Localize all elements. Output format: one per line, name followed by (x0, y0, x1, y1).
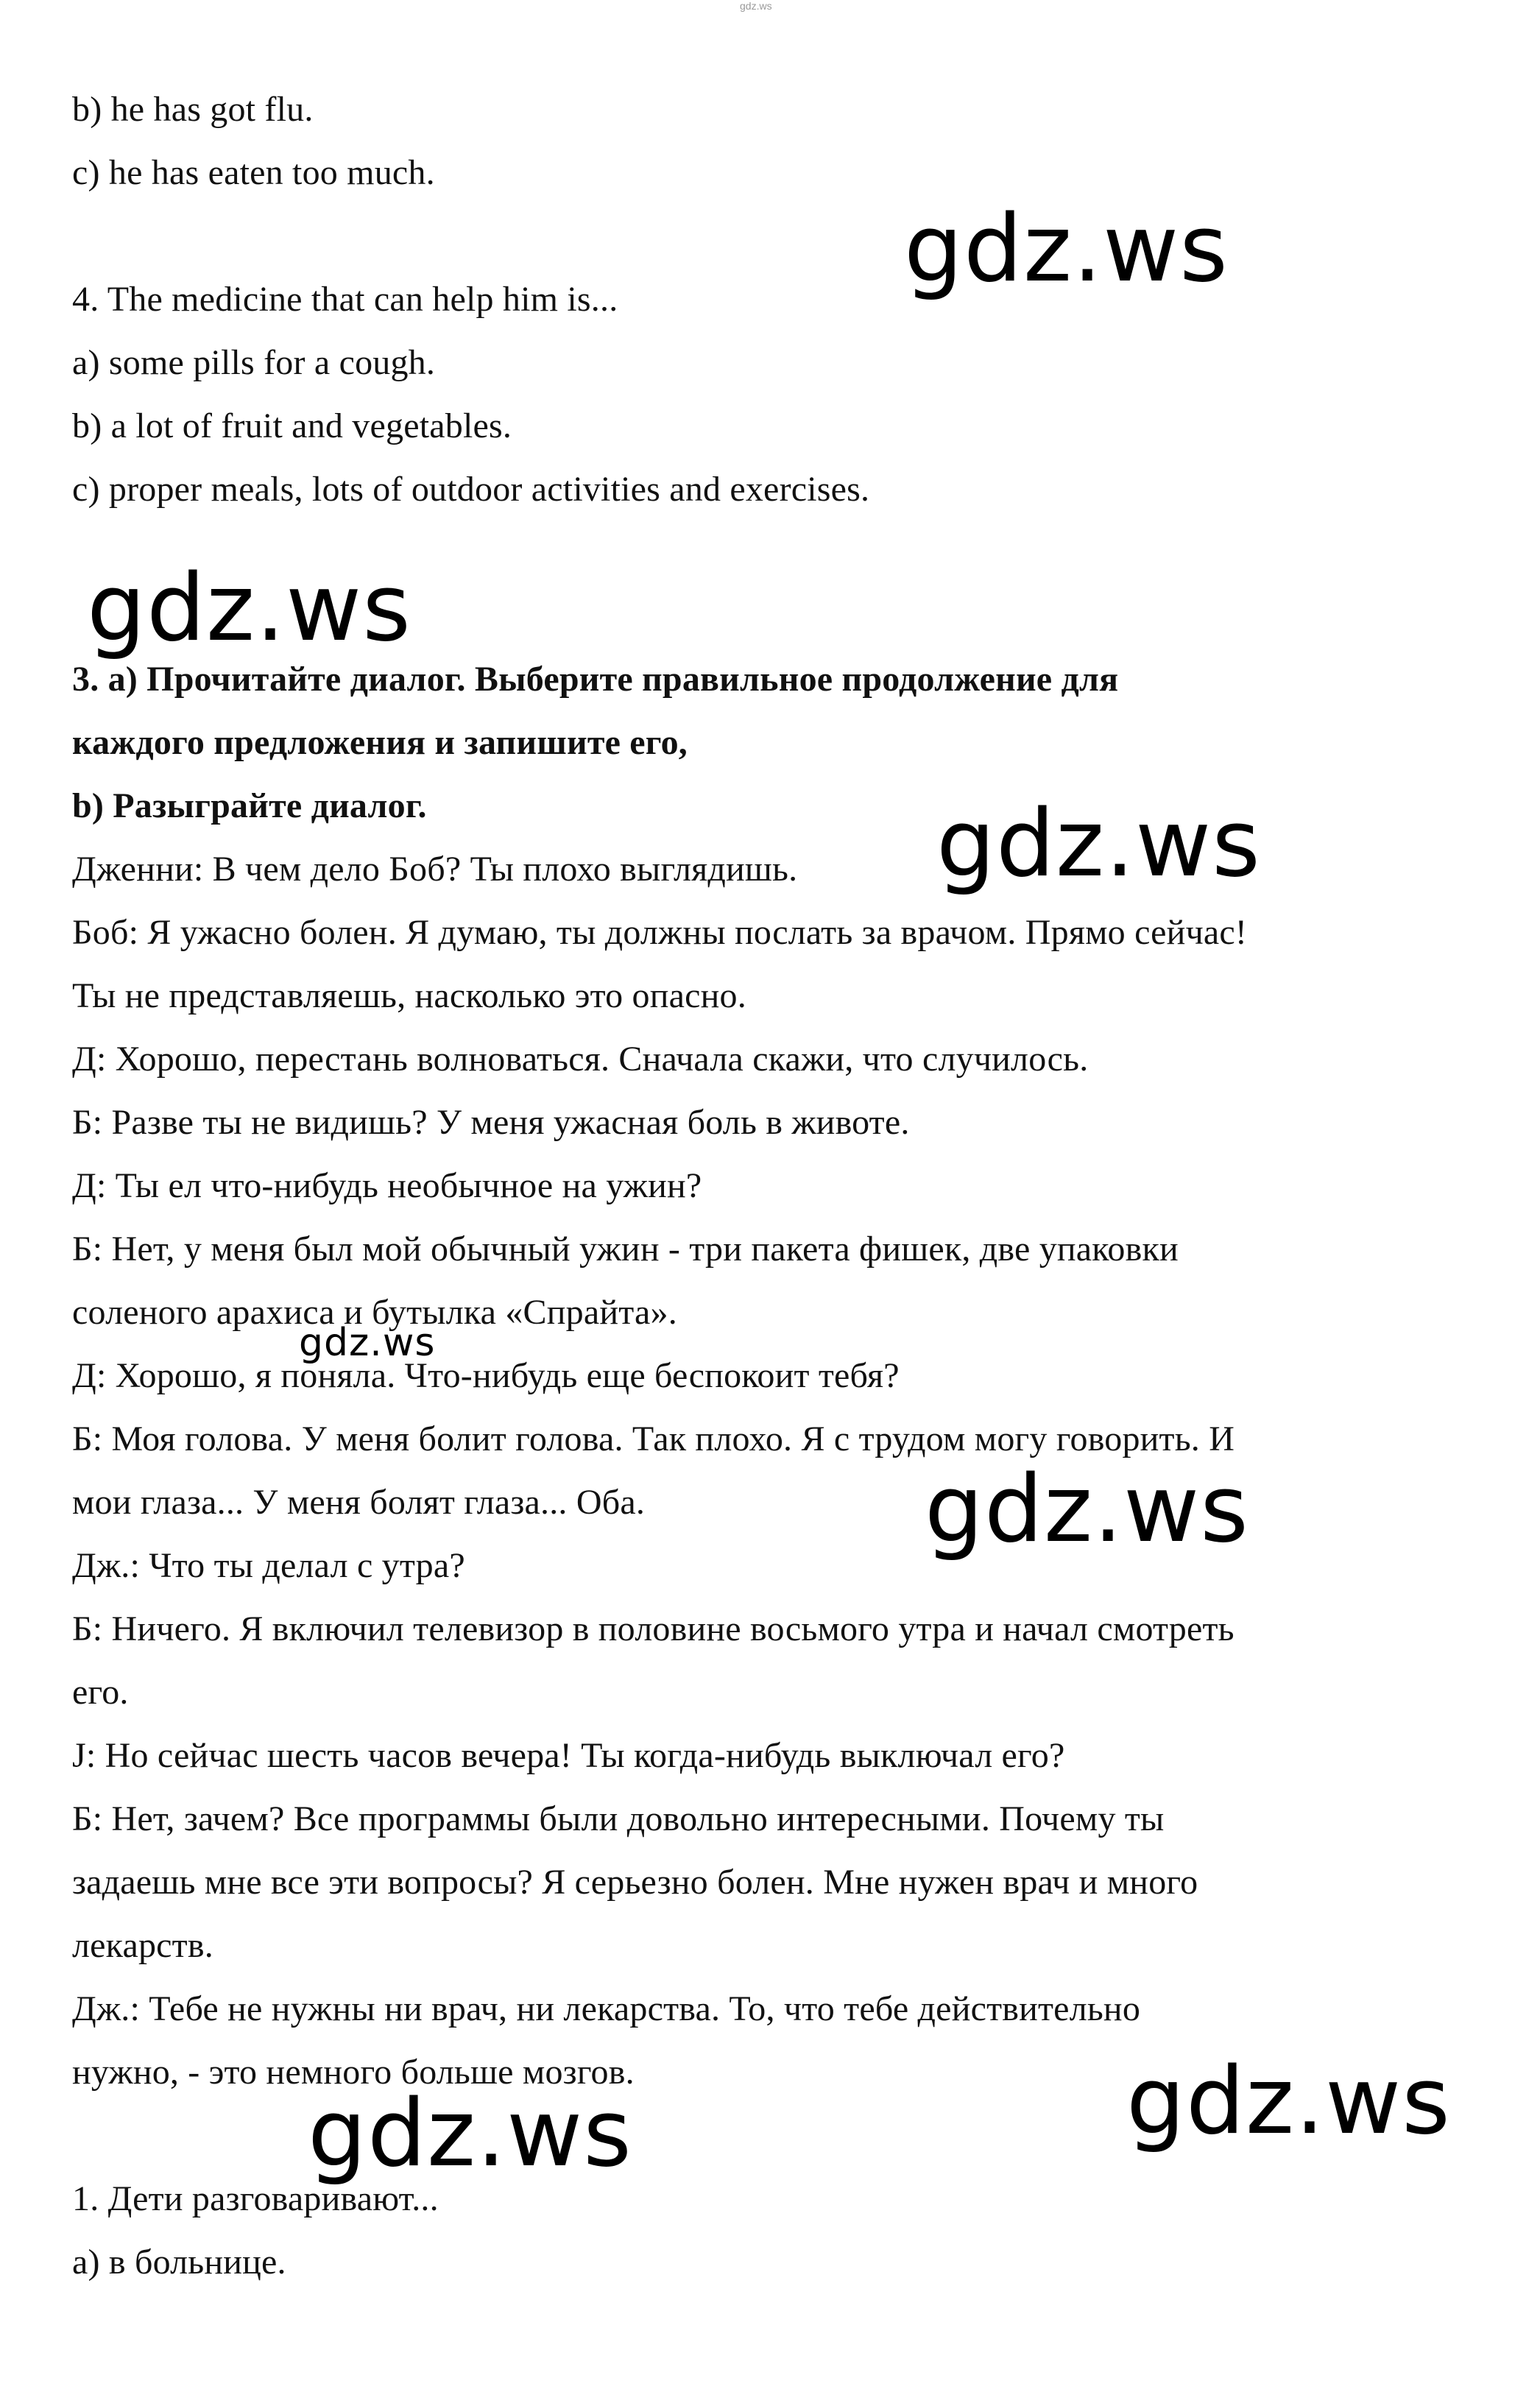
dialogue-line: Б: Нет, у меня был мой обычный ужин - три пакета фишек, две упаковки (72, 1229, 1179, 1269)
answer-option-b: b) he has got flu. (72, 90, 314, 129)
dialogue-line: нужно, - это немного больше мозгов. (72, 2053, 635, 2092)
top-watermark: gdz.ws (740, 0, 772, 12)
watermark: gdz.ws (925, 1455, 1249, 1563)
dialogue-line: Б: Нет, зачем? Все программы были довольно интересными. Почему ты (72, 1799, 1165, 1838)
dialogue-line: Дженни: В чем дело Боб? Ты плохо выглядишь. (72, 850, 798, 889)
dialogue-line: Боб: Я ужасно болен. Я думаю, ты должны послать за врачом. Прямо сейчас! (72, 913, 1248, 952)
watermark: gdz.ws (936, 789, 1261, 897)
exercise-heading: 3. a) Прочитайте диалог. Выберите правильное продолжение для (72, 660, 1119, 699)
dialogue-line: соленого арахиса и бутылка «Спрайта». (72, 1293, 677, 1332)
answer-option-c: c) he has eaten too much. (72, 153, 435, 192)
dialogue-line: Дж.: Тебе не нужны ни врач, ни лекарства. То, что тебе действительно (72, 1989, 1141, 2028)
dialogue-line: Б: Ничего. Я включил телевизор в половине восьмого утра и начал смотреть (72, 1609, 1235, 1648)
dialogue-line: Д: Хорошо, перестань волноваться. Сначала скажи, что случилось. (72, 1040, 1089, 1079)
dialogue-line: Д: Ты ел что-нибудь необычное на ужин? (72, 1166, 702, 1205)
answer-option-c: c) proper meals, lots of outdoor activities and exercises. (72, 470, 870, 509)
exercise-subheading: b) Разыграйте диалог. (72, 786, 427, 825)
dialogue-line: задаешь мне все эти вопросы? Я серьезно болен. Мне нужен врач и много (72, 1863, 1198, 1902)
dialogue-line: Ты не представляешь, насколько это опасно. (72, 976, 746, 1015)
watermark: gdz.ws (904, 194, 1229, 303)
watermark: gdz.ws (308, 2079, 632, 2187)
answer-option-a: а) в больнице. (72, 2243, 286, 2282)
dialogue-line: Д: Хорошо, я поняла. Что-нибудь еще беспокоит тебя? (72, 1356, 900, 1395)
watermark: gdz.ws (1126, 2047, 1451, 2155)
dialogue-line: Дж.: Что ты делал с утра? (72, 1546, 465, 1585)
question-4: 4. The medicine that can help him is... (72, 280, 618, 319)
dialogue-line: J: Но сейчас шесть часов вечера! Ты когда-нибудь выключал его? (72, 1736, 1065, 1775)
question-1: 1. Дети разговаривают... (72, 2179, 439, 2218)
dialogue-line: лекарств. (72, 1926, 213, 1965)
dialogue-line: Б: Разве ты не видишь? У меня ужасная боль в животе. (72, 1103, 910, 1142)
dialogue-line: Б: Моя голова. У меня болит голова. Так плохо. Я с трудом могу говорить. И (72, 1419, 1235, 1458)
dialogue-line: мои глаза... У меня болят глаза... Оба. (72, 1483, 646, 1522)
answer-option-a: a) some pills for a cough. (72, 343, 436, 382)
dialogue-line: его. (72, 1673, 129, 1712)
watermark: gdz.ws (87, 554, 412, 662)
exercise-heading: каждого предложения и запишите его, (72, 723, 688, 762)
answer-option-b: b) a lot of fruit and vegetables. (72, 406, 512, 445)
watermark: gdz.ws (299, 1321, 436, 1365)
